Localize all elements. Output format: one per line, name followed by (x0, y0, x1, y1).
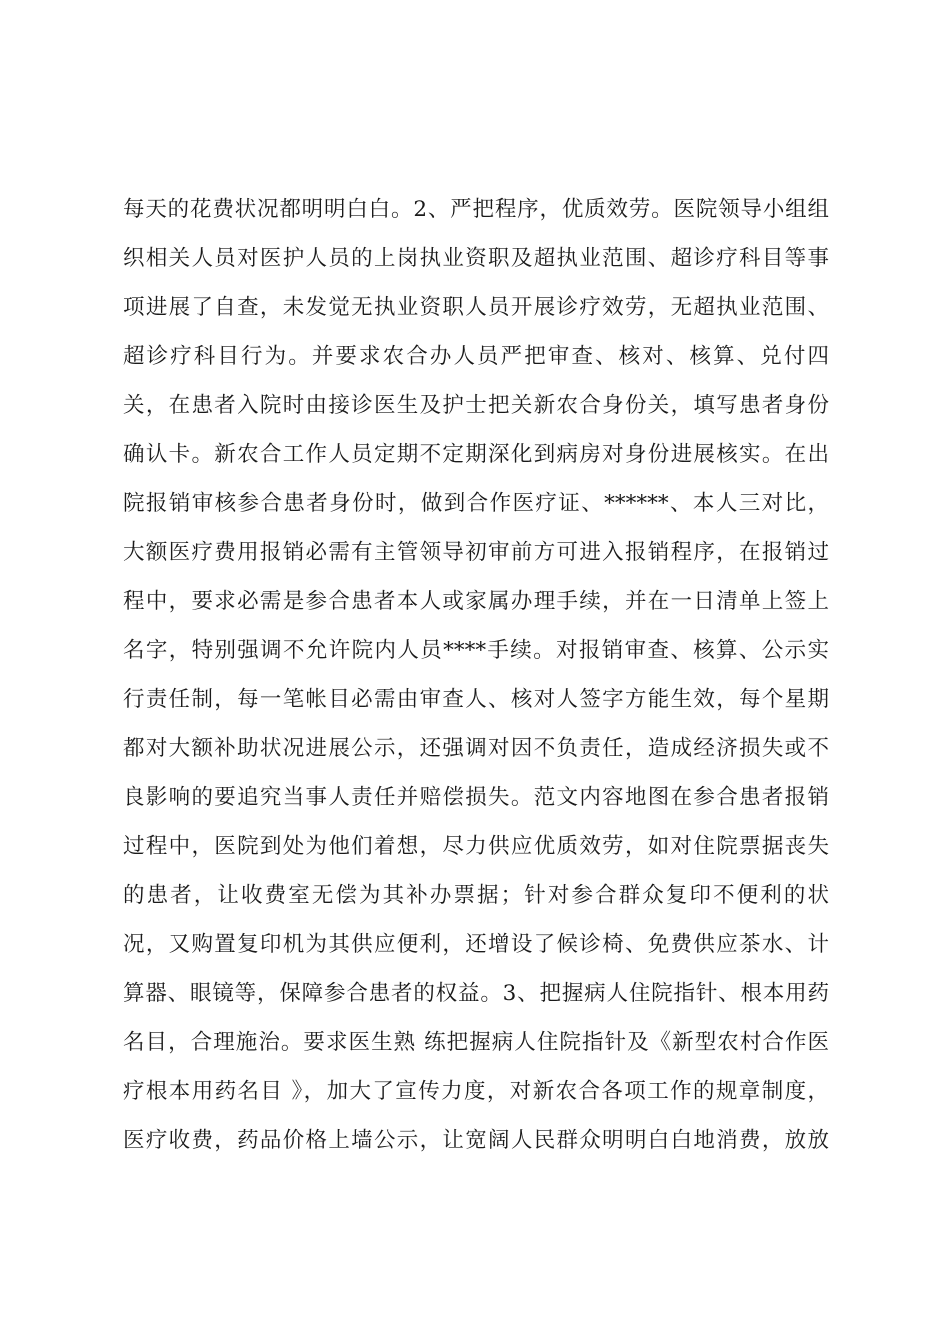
text-line: 况，又购置复印机为其供应便利，还增设了候诊椅、免费供应茶水、计 (123, 932, 829, 957)
text-line: 都对大额补助状况进展公示，还强调对因不负责任，造成经济损失或不 (123, 736, 829, 761)
text-line: 项进展了自查，未发觉无执业资职人员开展诊疗效劳，无超执业范围、 (123, 295, 829, 320)
text-line: 院报销审核参合患者身份时，做到合作医疗证、******、本人三对比， (123, 491, 829, 516)
text-line: 名字，特别强调不允许院内人员****手续。对报销审查、核算、公示实 (123, 638, 829, 663)
text-line: 每天的花费状况都明明白白。2、严把程序，优质效劳。医院领导小组组 (123, 197, 829, 222)
text-line: 关，在患者入院时由接诊医生及护士把关新农合身份关，填写患者身份 (123, 393, 829, 418)
text-line: 过程中，医院到处为他们着想，尽力供应优质效劳，如对住院票据丧失 (123, 834, 829, 859)
text-line: 的患者，让收费室无偿为其补办票据；针对参合群众复印不便利的状 (123, 883, 829, 908)
text-line: 超诊疗科目行为。并要求农合办人员严把审查、核对、核算、兑付四 (123, 344, 829, 369)
text-line: 良影响的要追究当事人责任并赔偿损失。范文内容地图在参合患者报销 (123, 785, 829, 810)
text-line: 算器、眼镜等，保障参合患者的权益。3、把握病人住院指针、根本用药 (123, 981, 829, 1006)
text-line: 织相关人员对医护人员的上岗执业资职及超执业范围、超诊疗科目等事 (123, 246, 829, 271)
text-line: 程中，要求必需是参合患者本人或家属办理手续，并在一日清单上签上 (123, 589, 829, 614)
text-line: 大额医疗费用报销必需有主管领导初审前方可进入报销程序，在报销过 (123, 540, 829, 565)
text-line: 医疗收费，药品价格上墙公示，让宽阔人民群众明明白白地消费，放放 (123, 1128, 829, 1153)
text-line: 疗根本用药名目 》，加大了宣传力度，对新农合各项工作的规章制度， (123, 1079, 829, 1104)
text-line: 名目，合理施治。要求医生熟 练把握病人住院指针及《新型农村合作医 (123, 1030, 829, 1055)
text-line: 确认卡。新农合工作人员定期不定期深化到病房对身份进展核实。在出 (123, 442, 829, 467)
text-line: 行责任制，每一笔帐目必需由审查人、核对人签字方能生效，每个星期 (123, 687, 829, 712)
